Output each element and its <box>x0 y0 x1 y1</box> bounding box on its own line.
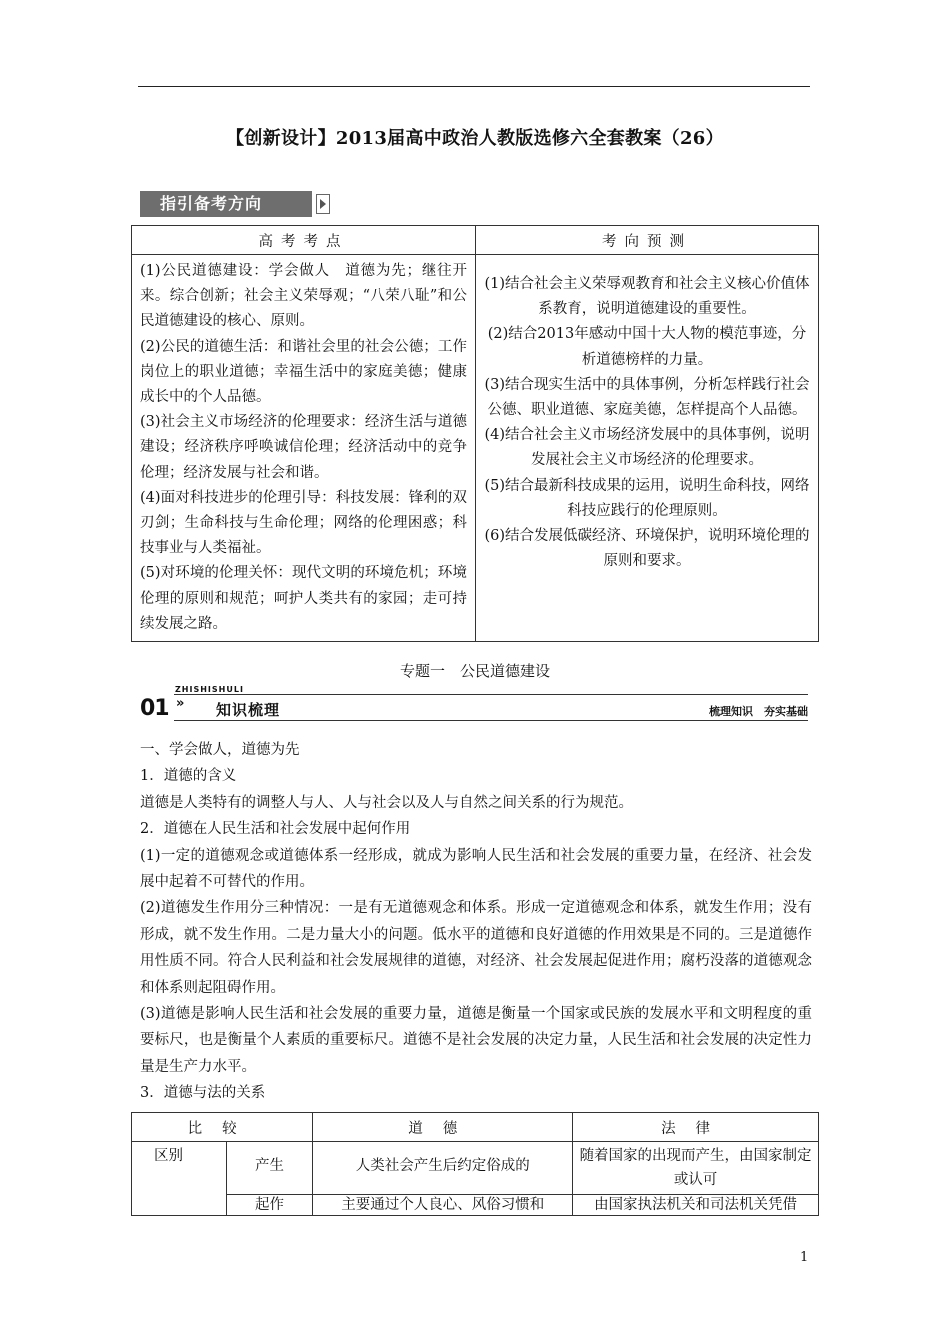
knowledge-bar-name: 知识梳理 <box>216 701 281 719</box>
body-heading: 一、学会做人，道德为先 <box>140 742 300 758</box>
moral-law-compare-table <box>131 1112 819 1216</box>
play-arrow-icon <box>316 194 330 214</box>
aspect-cell: 产生 <box>226 1142 313 1195</box>
knowledge-bar-pinyin: ZHISHISHULI <box>175 685 244 694</box>
exam-point: (1)公民道德建设：学会做人 道德为先；继往开来。综合创新；社会主义荣辱观；“八荣八耻”和公民道德建设的核心、原则。 <box>140 263 467 330</box>
exam-points-cell <box>132 255 476 642</box>
section-title: 专题一 公民道德建设 <box>399 662 550 680</box>
knowledge-bar-tagline: 梳理知识 夯实基础 <box>709 705 808 718</box>
forecast-item: (4)结合社会主义市场经济发展中的具体事例，说明发展社会主义市场经济的伦理要求。 <box>484 427 810 469</box>
body-paragraph: 道德是人类特有的调整人与人、人与社会以及人与自然之间关系的行为规范。 <box>140 794 633 811</box>
knowledge-bar-bottom-rule <box>174 720 808 721</box>
top-rule <box>138 86 810 87</box>
exam-point: (3)社会主义市场经济的伦理要求：经济生活与道德建设；经济秩序呼唤诚信伦理；经济活动中的竞争伦理；经济发展与社会和谐。 <box>140 414 467 481</box>
forecast-item: (2)结合2013年感动中国十大人物的模范事迹，分析道德榜样的力量。 <box>487 326 807 368</box>
forecast-item: (1)结合社会主义荣辱观教育和社会主义核心价值体系教育，说明道德建设的重要性。 <box>484 276 810 318</box>
moral-cell: 人类社会产生后约定俗成的 <box>313 1142 573 1195</box>
exam-forecast-cell <box>476 255 819 642</box>
body-subheading: 3．道德与法的关系 <box>140 1085 266 1102</box>
exam-point: (5)对环境的伦理关怀：现代文明的环境危机；环境伦理的原则和规范；呵护人类共有的家园；走可持续发展之路。 <box>140 565 467 632</box>
law-header: 法律 <box>573 1113 819 1142</box>
body-subheading: 1．道德的含义 <box>140 768 237 785</box>
exam-point: (2)公民的道德生活：和谐社会里的社会公德；工作岗位上的职业道德；幸福生活中的家庭美德；健康成长中的个人品德。 <box>140 338 467 406</box>
body-text <box>140 737 812 1107</box>
page-number: 1 <box>800 1250 809 1265</box>
moral-cell: 主要通过个人良心、风俗习惯和 <box>313 1195 573 1216</box>
law-cell: 由国家执法机关和司法机关凭借 <box>573 1195 819 1216</box>
exam-points-table <box>131 225 819 642</box>
double-chevron-icon: » <box>176 696 185 711</box>
body-paragraph: (3)道德是影响人民生活和社会发展的重要力量，道德是衡量一个国家或民族的发展水平和文明程度的重要标尺，也是衡量个人素质的重要标尺。道德不是社会发展的决定力量，人民生活和社会发展的决定性力量是生产力水平。 <box>140 1006 812 1075</box>
table-row <box>132 1142 819 1195</box>
moral-header: 道德 <box>313 1113 573 1142</box>
body-subheading: 2．道德在人民生活和社会发展中起何作用 <box>140 821 411 838</box>
compare-header: 比较 <box>132 1113 313 1142</box>
forecast-item: (3)结合现实生活中的具体事例，分析怎样践行社会公德、职业道德、家庭美德，怎样提高个人品德。 <box>484 376 810 419</box>
forecast-item: (6)结合发展低碳经济、环境保护，说明环境伦理的原则和要求。 <box>484 528 810 570</box>
exam-forecast-header: 考向预测 <box>476 226 819 255</box>
exam-points-header: 高考考点 <box>132 226 476 255</box>
group-cell: 区别 <box>132 1142 227 1216</box>
knowledge-bar-top-rule <box>174 694 808 695</box>
law-cell: 随着国家的出现而产生，由国家制定或认可 <box>573 1142 819 1195</box>
knowledge-bar-number: 01 <box>140 696 169 721</box>
body-paragraph: (1)一定的道德观念或道德体系一经形成，就成为影响人民生活和社会发展的重要力量，在经济、社会发展中起着不可替代的作用。 <box>140 847 812 891</box>
guide-banner-label: 指引备考方向 <box>140 191 312 217</box>
exam-point: (4)面对科技进步的伦理引导：科技发展：锋利的双刃剑；生命科技与生命伦理；网络的伦理困惑；科技事业与人类福祉。 <box>140 489 467 557</box>
aspect-cell: 起作 <box>226 1195 313 1216</box>
forecast-item: (5)结合最新科技成果的运用，说明生命科技，网络科技应践行的伦理原则。 <box>484 477 810 519</box>
knowledge-bar <box>140 694 808 724</box>
guide-banner <box>140 191 332 217</box>
document-title: 【创新设计】2013届高中政治人教版选修六全套教案（26） <box>226 128 724 149</box>
table-row <box>132 1195 819 1216</box>
body-paragraph: (2)道德发生作用分三种情况：一是有无道德观念和体系。形成一定道德观念和体系，就发生作用；没有形成，就不发生作用。二是力量大小的问题。低水平的道德和良好道德的作用效果是不同的。三是道德作用性质不同。符合人民利益和社会发展规律的道德，对经济、社会发展起促进作用；腐朽没落的道德观念和体系则起阻碍作用。 <box>140 900 812 996</box>
